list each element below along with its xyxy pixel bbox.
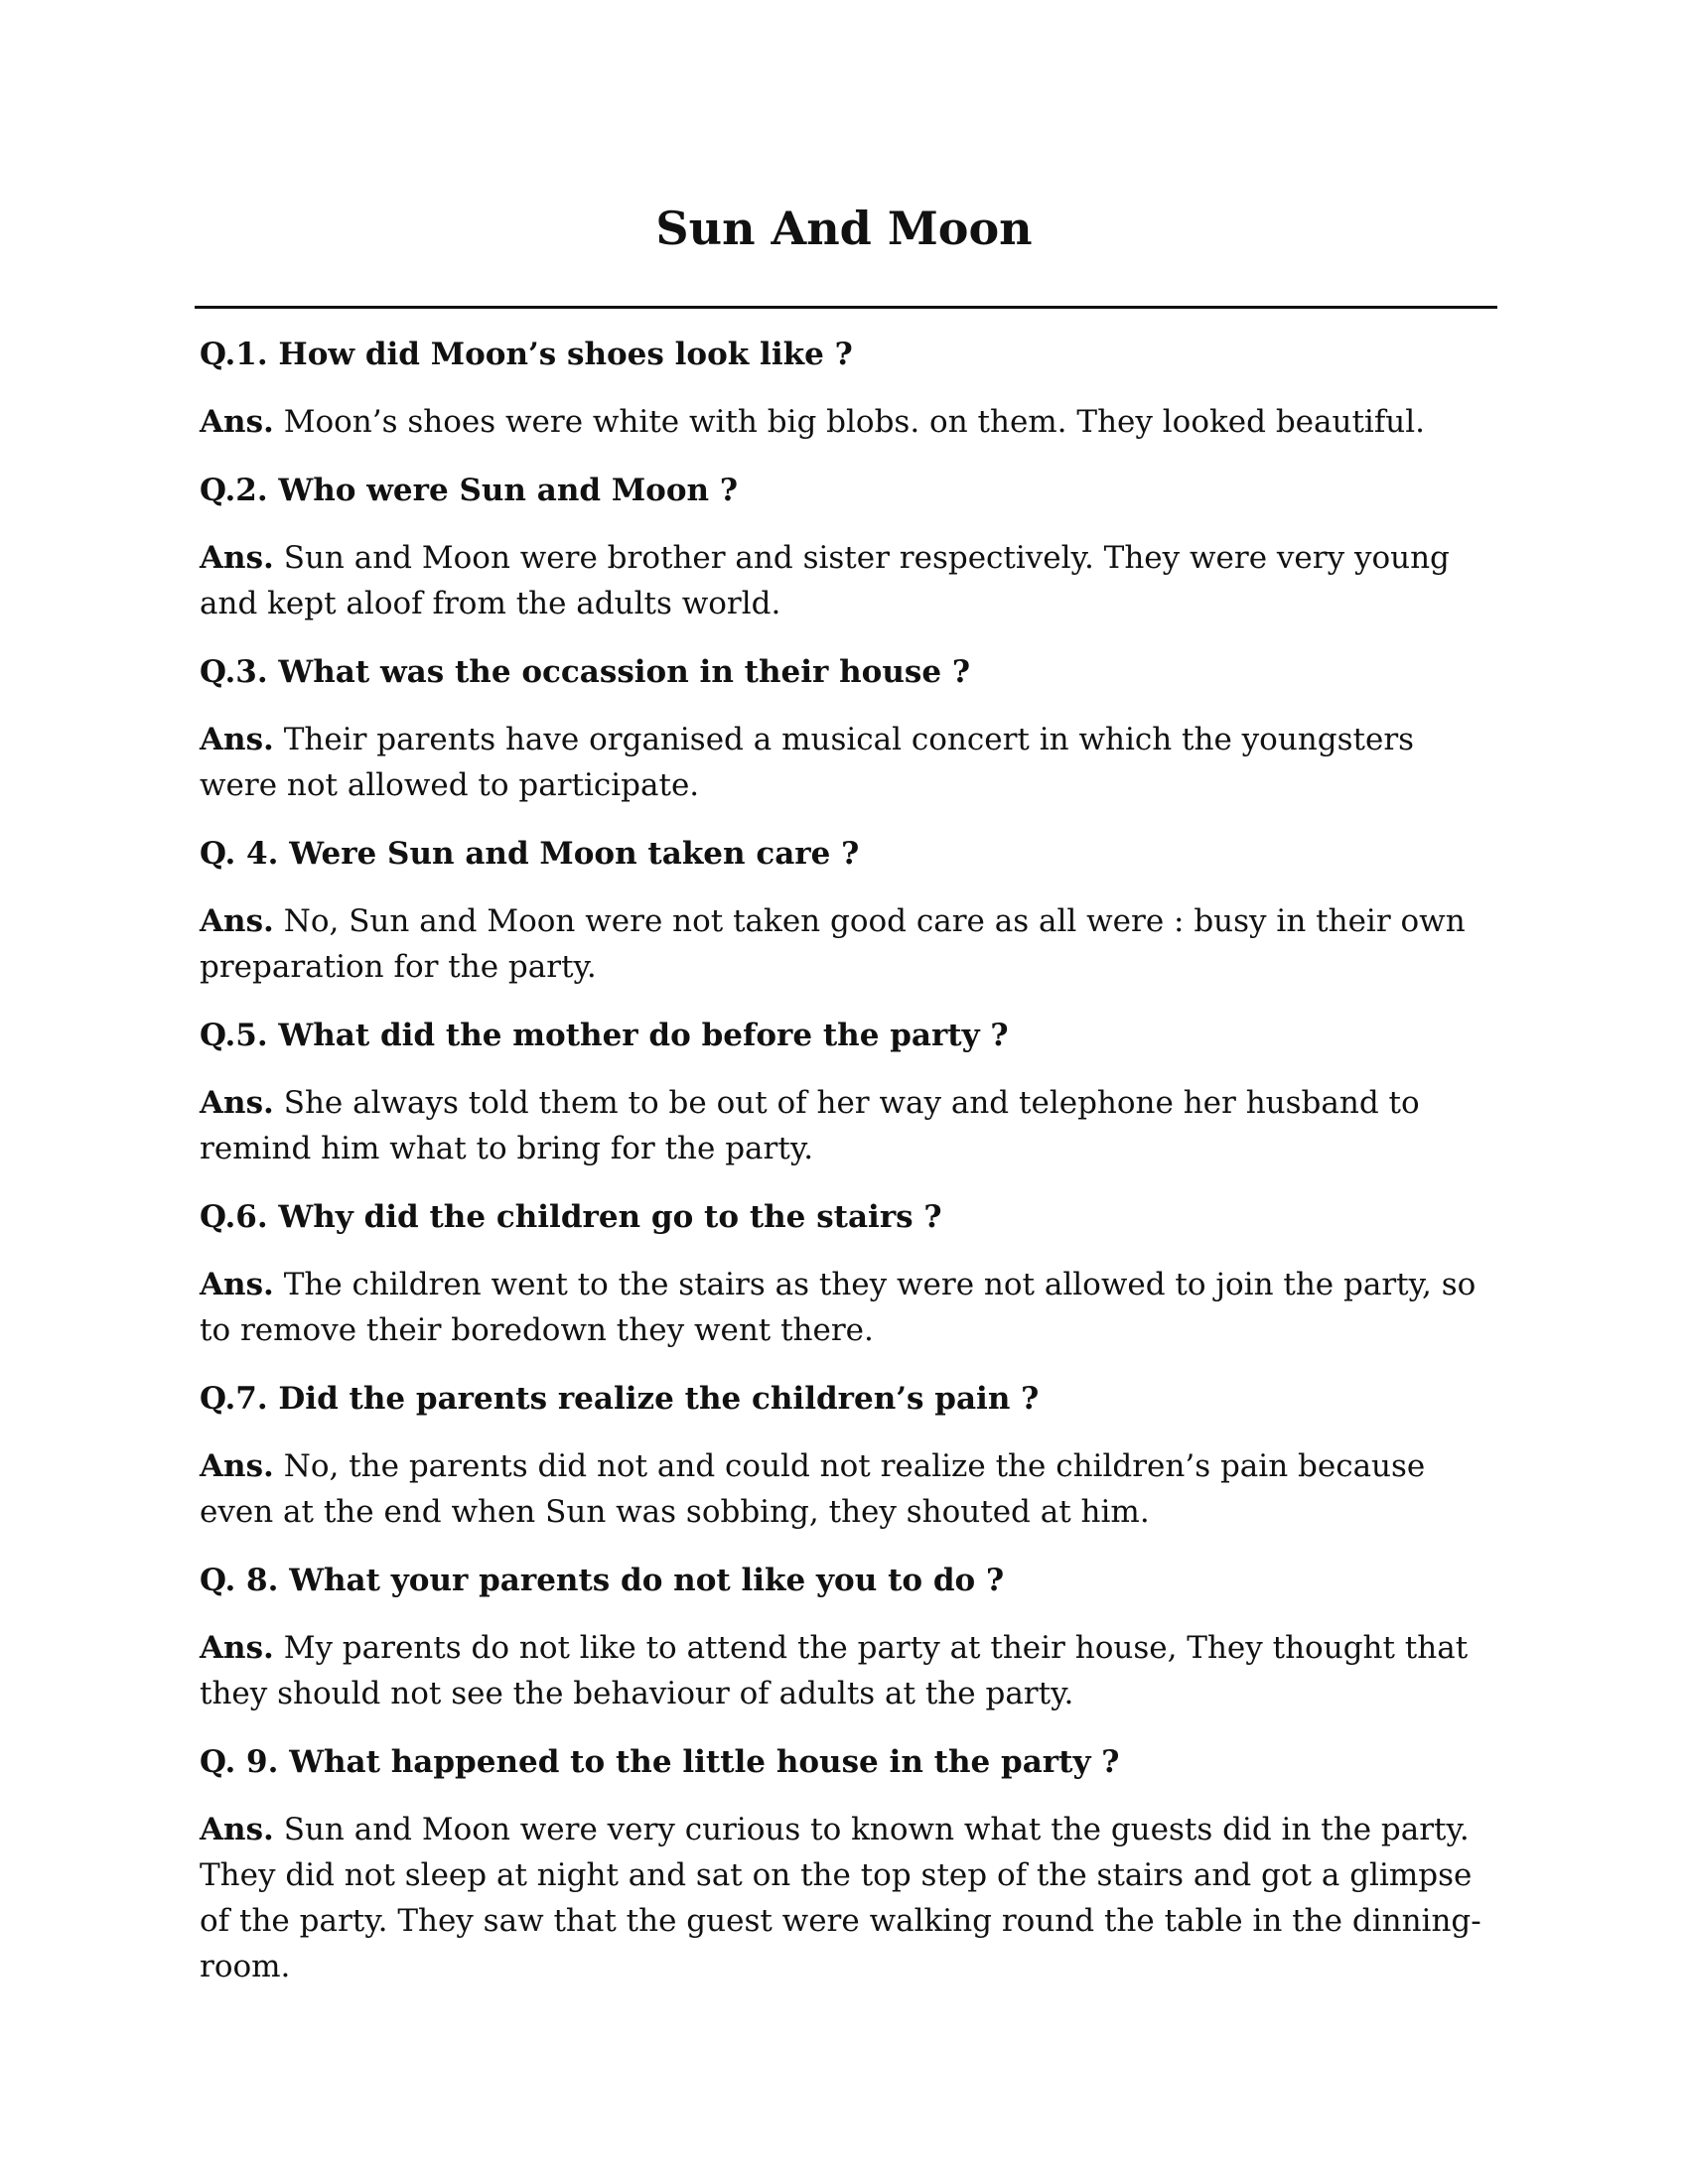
answer-4 xyxy=(200,898,1500,990)
question-4: Q. 4. Were Sun and Moon taken care ? xyxy=(200,836,860,872)
answer-text: The children went to the stairs as they were not allowed to join the party, so to remove their boredown they went there. xyxy=(200,1267,1477,1348)
answer-2 xyxy=(200,535,1500,626)
question-7: Q.7. Did the parents realize the children’s pain ? xyxy=(200,1381,1040,1417)
question-1: Q.1. How did Moon’s shoes look like ? xyxy=(200,337,853,372)
answer-text: No, the parents did not and could not realize the children’s pain because even at the end when Sun was sobbing, they shouted at him. xyxy=(200,1448,1426,1530)
answer-3 xyxy=(200,717,1500,808)
answer-label: Ans. xyxy=(200,1267,274,1302)
question-6: Q.6. Why did the children go to the stairs ? xyxy=(200,1199,942,1235)
answer-label: Ans. xyxy=(200,722,274,757)
qa-list xyxy=(200,332,1500,2012)
answer-label: Ans. xyxy=(200,903,274,939)
question-2: Q.2. Who were Sun and Moon ? xyxy=(200,473,739,508)
answer-1 xyxy=(200,399,1500,445)
answer-label: Ans. xyxy=(200,1812,274,1847)
answer-9 xyxy=(200,1807,1500,1989)
answer-6 xyxy=(200,1262,1500,1353)
answer-label: Ans. xyxy=(200,404,274,440)
answer-text: My parents do not like to attend the party at their house, They thought that they should not see the behaviour of adults at the party. xyxy=(200,1630,1469,1711)
page-title: Sun And Moon xyxy=(655,202,1033,255)
question-8: Q. 8. What your parents do not like you to do ? xyxy=(200,1563,1005,1598)
answer-label: Ans. xyxy=(200,1448,274,1484)
answer-label: Ans. xyxy=(200,1085,274,1121)
answer-text: She always told them to be out of her way and telephone her husband to remind him what to bring for the party. xyxy=(200,1085,1420,1166)
answer-label: Ans. xyxy=(200,1630,274,1666)
question-3: Q.3. What was the occassion in their house ? xyxy=(200,654,971,690)
answer-7 xyxy=(200,1443,1500,1535)
answer-label: Ans. xyxy=(200,540,274,576)
answer-8 xyxy=(200,1625,1500,1716)
answer-text: Moon’s shoes were white with big blobs. on them. They looked beautiful. xyxy=(283,404,1426,440)
answer-text: Sun and Moon were very curious to known what the guests did in the party. They did not sleep at night and sat on the top step of the stairs and got a glimpse of the party. They saw that the guest were walking round the table in the dinning-room. xyxy=(200,1812,1481,1984)
answer-5 xyxy=(200,1080,1500,1171)
answer-text: Their parents have organised a musical concert in which the youngsters were not allowed to participate. xyxy=(200,722,1415,803)
question-9: Q. 9. What happened to the little house in the party ? xyxy=(200,1744,1120,1780)
answer-text: Sun and Moon were brother and sister respectively. They were very young and kept aloof from the adults world. xyxy=(200,540,1450,621)
question-5: Q.5. What did the mother do before the party ? xyxy=(200,1018,1009,1053)
title-divider xyxy=(195,306,1497,309)
answer-text: No, Sun and Moon were not taken good care as all were : busy in their own preparation for the party. xyxy=(200,903,1466,985)
